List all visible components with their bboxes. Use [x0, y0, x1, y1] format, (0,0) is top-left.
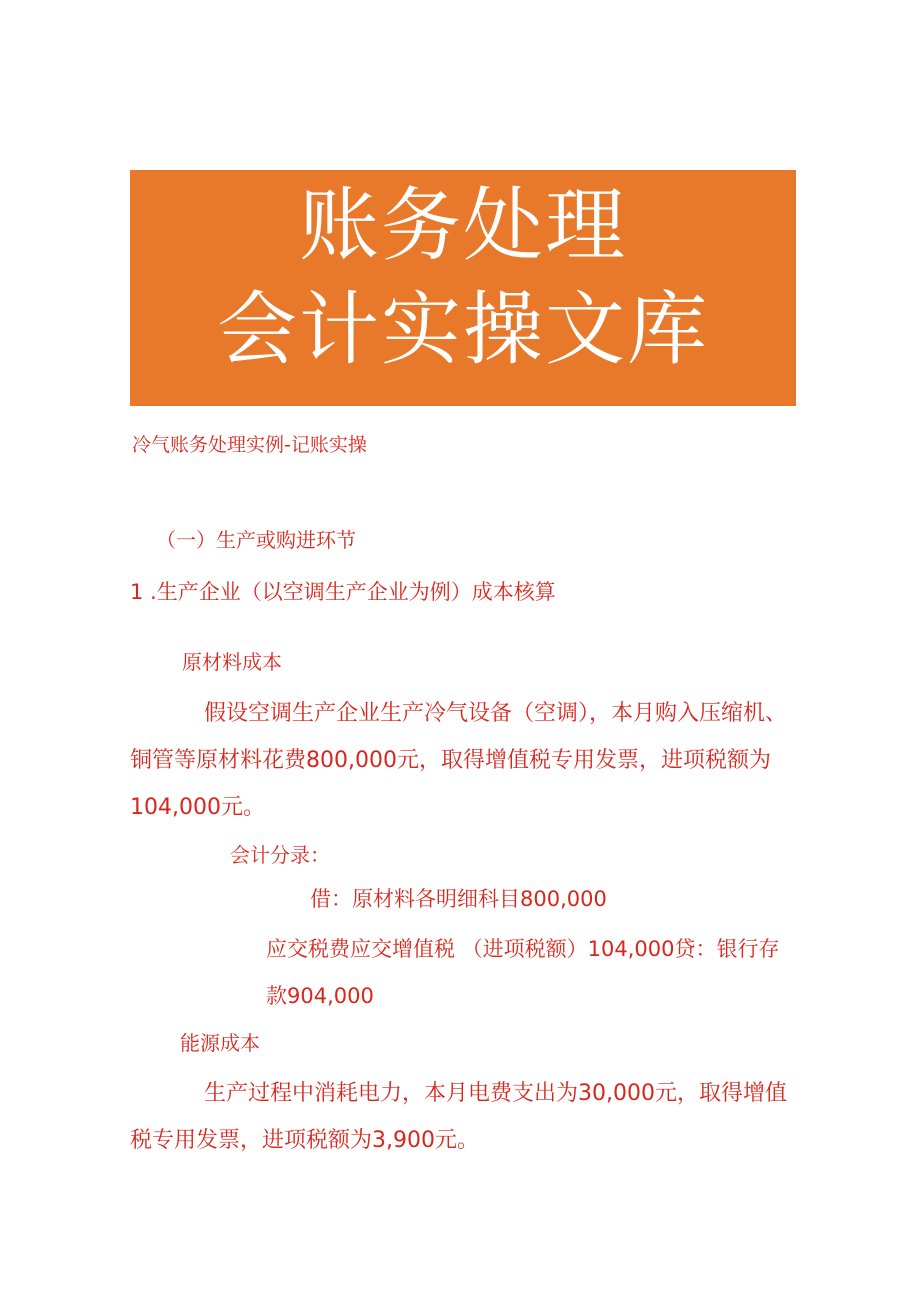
title-banner [130, 170, 796, 406]
banner-title-line-2: 会计实操文库 [217, 283, 709, 376]
debit-line: 借：原材料各明细科目800,000 [310, 887, 607, 911]
energy-heading: 能源成本 [180, 1031, 260, 1055]
energy-paragraph: 生产过程中消耗电力，本月电费支出为30,000元，取得增值税专用发票，进项税额为3,900元。 [130, 1081, 787, 1153]
raw-materials-paragraph: 假设空调生产企业生产冷气设备（空调），本月购入压缩机、铜管等原材料花费800,000元，取得增值税专用发票，进项税额为104,000元。 [130, 701, 788, 820]
document-subtitle: 冷气账务处理实例-记账实操 [132, 434, 367, 456]
journal-entry-detail: 应交税费应交增值税 （进项税额）104,000贷：银行存款904,000 [266, 937, 780, 1008]
journal-entry-label: 会计分录： [230, 843, 330, 867]
banner-title-line-1: 账务处理 [299, 179, 627, 272]
section-heading: （一）生产或购进环节 [156, 528, 356, 552]
raw-materials-heading: 原材料成本 [182, 650, 282, 674]
item-heading: 1 .生产企业（以空调生产企业为例）成本核算 [130, 580, 556, 604]
